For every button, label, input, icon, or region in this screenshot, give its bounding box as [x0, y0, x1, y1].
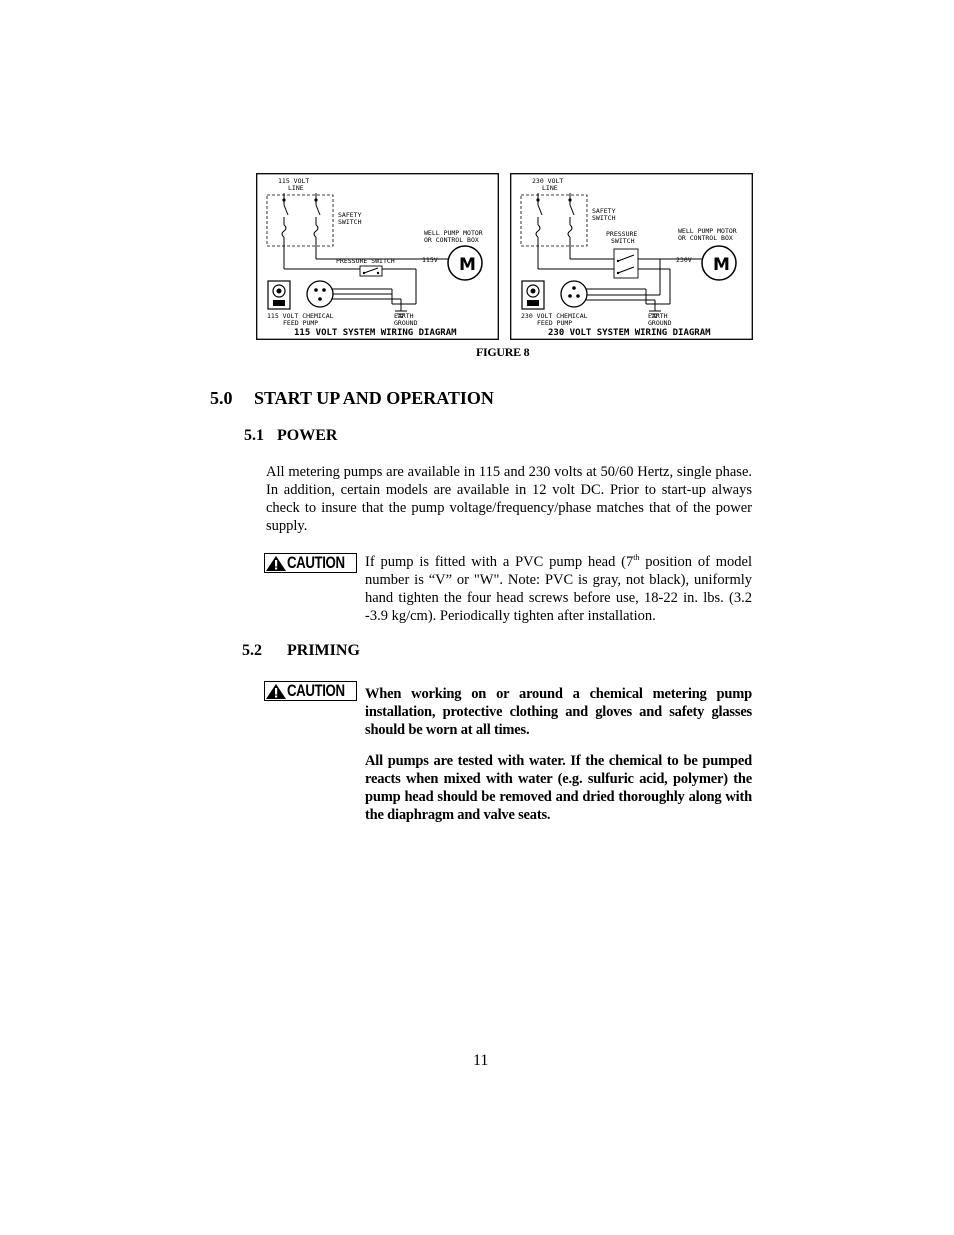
svg-text:PRESSURE SWITCH: PRESSURE SWITCH [336, 257, 395, 265]
svg-text:OR CONTROL BOX: OR CONTROL BOX [424, 236, 479, 244]
svg-text:M: M [713, 255, 730, 275]
caution-label: CAUTION [287, 553, 345, 572]
svg-text:LINE: LINE [542, 184, 558, 192]
svg-text:115V: 115V [422, 256, 438, 264]
svg-text:M: M [459, 255, 476, 275]
svg-text:WELL PUMP MOTOR: WELL PUMP MOTOR [424, 229, 483, 237]
svg-text:EARTH: EARTH [394, 312, 414, 320]
wiring-diagram-115v [256, 173, 499, 340]
power-paragraph: All metering pumps are available in 115 and 230 volts at 50/60 Hertz, single phase. In addition, certain models are available in 12 volt DC. Prior to start-up always check to insure that the pump voltage/frequency/phase matches that of the power supply. [266, 464, 752, 534]
svg-text:SWITCH: SWITCH [611, 237, 635, 245]
svg-text:GROUND: GROUND [394, 319, 418, 327]
water-test-note: All pumps are tested with water. If the chemical to be pumped reacts when mixed with water (e.g. sulfuric acid, polymer) the pump head should be removed and dried thoroughly along with the diaphragm and valve seats. [365, 753, 752, 823]
svg-text:WELL PUMP MOTOR: WELL PUMP MOTOR [678, 227, 737, 235]
subsection-heading-priming: 5.2 PRIMING [242, 642, 360, 659]
svg-text:115 VOLT CHEMICAL: 115 VOLT CHEMICAL [267, 312, 334, 320]
svg-text:SAFETY: SAFETY [592, 207, 616, 215]
svg-text:SAFETY: SAFETY [338, 211, 362, 219]
section-title: START UP AND OPERATION [254, 388, 494, 408]
svg-text:FEED PUMP: FEED PUMP [283, 319, 319, 327]
warning-triangle-icon [265, 554, 287, 572]
svg-text:230V: 230V [676, 256, 692, 264]
svg-text:OR CONTROL BOX: OR CONTROL BOX [678, 234, 733, 242]
page-number: 11 [473, 1052, 489, 1069]
pvc-caution-text: If pump is fitted with a PVC pump head (7th position of model number is “V” or "W". Note: PVC is gray, not black), uniformly hand tighten the four head screws before use, 18-22 in. lbs. (3.2 -3.9 kg/cm). Periodically tighten after installation. [365, 553, 752, 624]
diagram-title: 230 VOLT SYSTEM WIRING DIAGRAM [548, 328, 711, 338]
section-heading [210, 388, 494, 409]
line-label: 115 VOLT [278, 177, 310, 185]
line-label: 230 VOLT [532, 177, 564, 185]
svg-text:EARTH: EARTH [648, 312, 668, 320]
warning-triangle-icon [265, 682, 287, 700]
svg-text:FEED PUMP: FEED PUMP [537, 319, 573, 327]
figure-caption: FIGURE 8 [476, 345, 530, 359]
protective-clothing-caution-text: When working on or around a chemical metering pump installation, protective clothing and gloves and safety glasses should be worn at all times. [365, 686, 752, 738]
section-number: 5.0 [210, 388, 233, 408]
wiring-diagram-230v [510, 173, 753, 340]
svg-text:230 VOLT CHEMICAL: 230 VOLT CHEMICAL [521, 312, 588, 320]
caution-label: CAUTION [287, 681, 345, 700]
diagram-title: 115 VOLT SYSTEM WIRING DIAGRAM [294, 328, 457, 338]
svg-text:SWITCH: SWITCH [592, 214, 616, 222]
subsection-heading-power: 5.1 POWER [244, 427, 338, 444]
svg-text:PRESSURE: PRESSURE [606, 230, 638, 238]
caution-badge [264, 681, 357, 701]
caution-badge [264, 553, 357, 573]
svg-text:GROUND: GROUND [648, 319, 672, 327]
svg-text:SWITCH: SWITCH [338, 218, 362, 226]
svg-text:LINE: LINE [288, 184, 304, 192]
